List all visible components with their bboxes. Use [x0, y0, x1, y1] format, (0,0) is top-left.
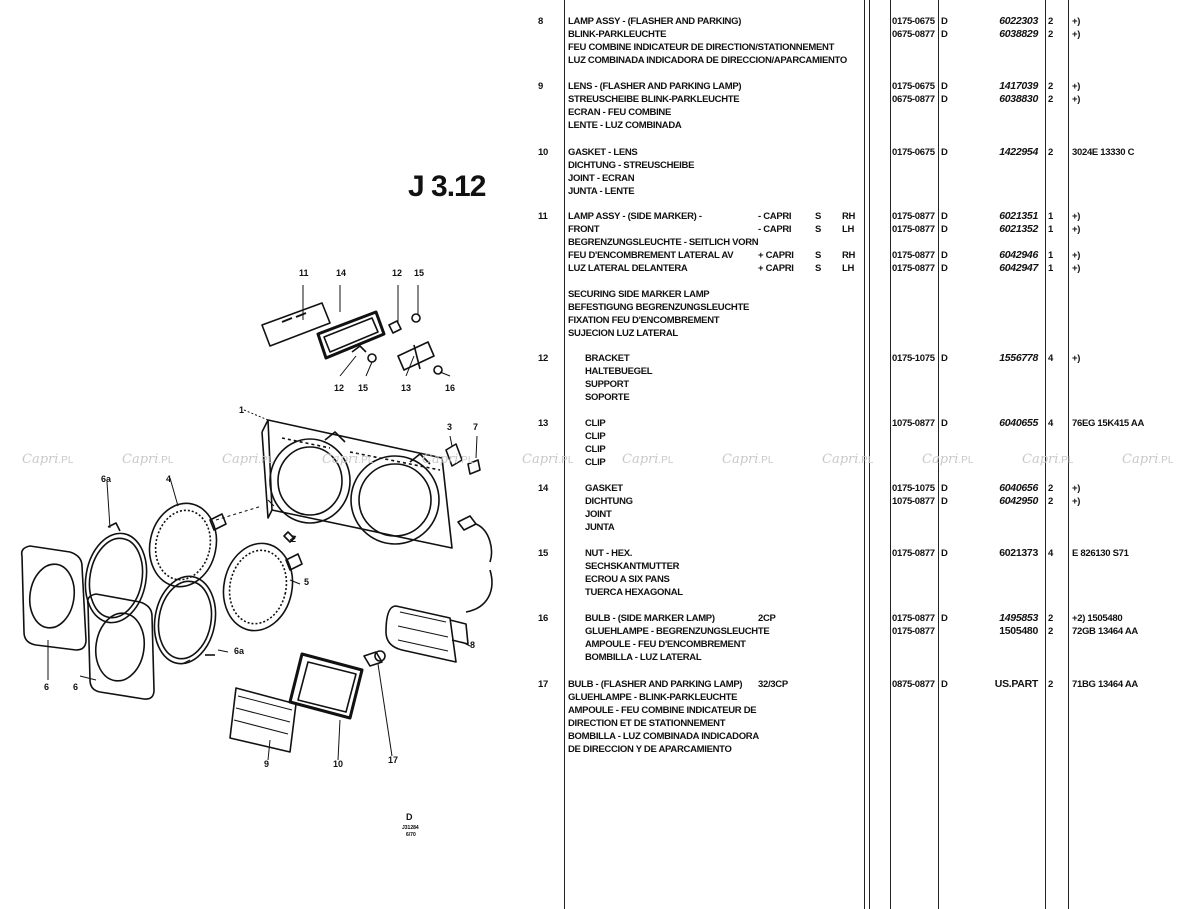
description-line: BLINK-PARKLEUCHTE	[568, 29, 667, 40]
column-rule	[864, 0, 865, 909]
description-line: DICHTUNG	[585, 496, 633, 507]
quantity-cell: 2	[1048, 496, 1053, 507]
description-line: GASKET	[585, 483, 623, 494]
description-line: GLUEHLAMPE - BEGRENZUNGSLEUCHTE	[585, 626, 770, 637]
description-line: TUERCA HEXAGONAL	[585, 587, 683, 598]
code-cell: D	[941, 263, 948, 274]
body-code-cell: S	[815, 211, 822, 222]
description-line: CLIP	[585, 418, 606, 429]
description-line: LUZ LATERAL DELANTERA	[568, 263, 688, 274]
item-number: 9	[538, 81, 543, 92]
code-cell: D	[941, 548, 948, 559]
section-code: J 3.12	[408, 170, 486, 203]
remarks-cell: 3024E 13330 C	[1072, 147, 1135, 158]
quantity-cell: 1	[1048, 224, 1053, 235]
item-number: 10	[538, 147, 548, 158]
model-cell: - CAPRI	[758, 224, 792, 235]
callout-6b: 6	[73, 682, 79, 692]
remarks-cell: E 826130 S71	[1072, 548, 1129, 559]
description-line: FRONT	[568, 224, 600, 235]
date-range-cell: 0175-1075	[892, 483, 935, 494]
quantity-cell: 2	[1048, 81, 1053, 92]
callout-6a: 6a	[101, 474, 112, 484]
quantity-cell: 2	[1048, 147, 1053, 158]
quantity-cell: 4	[1048, 548, 1053, 559]
watermark: Capri.PL	[122, 452, 174, 467]
code-cell: D	[941, 94, 948, 105]
code-cell: D	[941, 224, 948, 235]
description-line: CLIP	[585, 431, 606, 442]
code-cell: D	[941, 211, 948, 222]
model-cell: 32/3CP	[758, 679, 788, 690]
body-code-cell: S	[815, 250, 822, 261]
description-line: FIXATION FEU D'ENCOMBREMENT	[568, 315, 720, 326]
date-range-cell: 0675-0877	[892, 29, 935, 40]
description-line: DICHTUNG - STREUSCHEIBE	[568, 160, 695, 171]
leader-lines	[48, 478, 470, 680]
part-number-cell: 1495853	[999, 612, 1038, 624]
remarks-cell: +)	[1072, 81, 1081, 92]
code-cell: D	[941, 81, 948, 92]
column-rule	[564, 0, 565, 909]
callout-12: 12	[392, 268, 403, 278]
remarks-cell: 72GB 13464 AA	[1072, 626, 1138, 637]
quantity-cell: 4	[1048, 418, 1053, 429]
item-number: 17	[538, 679, 548, 690]
watermark: Capri.PL	[922, 452, 974, 467]
remarks-cell: +)	[1072, 353, 1081, 364]
quantity-cell: 2	[1048, 613, 1053, 624]
date-range-cell: 0175-0877	[892, 250, 935, 261]
watermark: Capri.PL	[622, 452, 674, 467]
description-line: SECHSKANTMUTTER	[585, 561, 680, 572]
part-number-cell: 1417039	[999, 80, 1038, 92]
side-cell: RH	[842, 211, 856, 222]
callout-15b: 15	[358, 383, 369, 393]
body-code-cell: S	[815, 224, 822, 235]
date-range-cell: 0175-0877	[892, 613, 935, 624]
footer-sub1: J31284	[402, 825, 419, 831]
model-cell: + CAPRI	[758, 250, 794, 261]
date-range-cell: 0175-0675	[892, 16, 935, 27]
description-line: BOMBILLA - LUZ COMBINADA INDICADORA	[568, 731, 759, 742]
description-line: BULB - (FLASHER AND PARKING LAMP)	[568, 679, 743, 690]
item-number: 11	[538, 211, 548, 222]
description-line: SUPPORT	[585, 379, 629, 390]
code-cell: D	[941, 613, 948, 624]
column-rule	[890, 0, 891, 909]
date-range-cell: 1075-0877	[892, 496, 935, 507]
part-number-cell: 1505480	[999, 625, 1038, 637]
quantity-cell: 2	[1048, 94, 1053, 105]
watermark: Capri.PL	[1022, 452, 1074, 467]
model-cell: + CAPRI	[758, 263, 794, 274]
part-number-cell: 6021373	[999, 547, 1038, 559]
lens-gasket-bulb-drawing	[230, 651, 392, 760]
remarks-cell: +2) 1505480	[1072, 613, 1123, 624]
remarks-cell: 71BG 13464 AA	[1072, 679, 1138, 690]
description-line: FEU COMBINE INDICATEUR DE DIRECTION/STATIONNEMENT	[568, 42, 835, 53]
part-number-cell: 1556778	[999, 352, 1038, 364]
remarks-cell: +)	[1072, 29, 1081, 40]
code-cell: D	[941, 496, 948, 507]
callout-17: 17	[388, 755, 399, 765]
date-range-cell: 0675-0877	[892, 94, 935, 105]
description-line: GASKET - LENS	[568, 147, 638, 158]
quantity-cell: 2	[1048, 679, 1053, 690]
description-line: JOINT - ECRAN	[568, 173, 635, 184]
remarks-cell: +)	[1072, 483, 1081, 494]
description-line: BEGRENZUNGSLEUCHTE - SEITLICH VORN	[568, 237, 759, 248]
description-line: JUNTA - LENTE	[568, 186, 635, 197]
callout-3: 3	[447, 422, 453, 432]
part-number-cell: 6042946	[999, 249, 1038, 261]
description-line: JOINT	[585, 509, 612, 520]
part-number-cell: 6038829	[999, 28, 1038, 40]
watermark: Capri.PL	[722, 452, 774, 467]
quantity-cell: 4	[1048, 353, 1053, 364]
description-line: STREUSCHEIBE BLINK-PARKLEUCHTE	[568, 94, 740, 105]
description-line: JUNTA	[585, 522, 615, 533]
callout-4: 4	[166, 474, 172, 484]
watermark: Capri.PL	[822, 452, 874, 467]
column-rule	[1068, 0, 1069, 909]
date-range-cell: 1075-0877	[892, 418, 935, 429]
description-line: CLIP	[585, 457, 606, 468]
date-range-cell: 0175-0877	[892, 224, 935, 235]
date-range-cell: 0175-0877	[892, 211, 935, 222]
watermark: Capri.PL	[322, 452, 374, 467]
watermark: Capri.PL	[422, 452, 474, 467]
description-line: SECURING SIDE MARKER LAMP	[568, 289, 710, 300]
description-line: HALTEBUEGEL	[585, 366, 653, 377]
footer-sub2: 6/70	[406, 832, 416, 838]
remarks-cell: +)	[1072, 250, 1081, 261]
quantity-cell: 1	[1048, 211, 1053, 222]
side-cell: LH	[842, 263, 855, 274]
callout-7: 7	[473, 422, 479, 432]
footer-code: D	[406, 812, 413, 822]
date-range-cell: 0175-0675	[892, 147, 935, 158]
description-line: LUZ COMBINADA INDICADORA DE DIRECCION/APARCAMIENTO	[568, 55, 847, 66]
callout-6a-b: 6a	[234, 646, 245, 656]
quantity-cell: 2	[1048, 16, 1053, 27]
description-line: CLIP	[585, 444, 606, 455]
watermark: Capri.PL	[1122, 452, 1174, 467]
description-line: AMPOULE - FEU COMBINE INDICATEUR DE	[568, 705, 757, 716]
item-number: 16	[538, 613, 548, 624]
date-range-cell: 0175-0877	[892, 626, 935, 637]
description-line: DIRECTION ET DE STATIONNEMENT	[568, 718, 726, 729]
clip-nut-drawing	[446, 436, 491, 562]
description-line: SOPORTE	[585, 392, 630, 403]
description-line: LAMP ASSY - (SIDE MARKER) -	[568, 211, 702, 222]
watermark: Capri.PL	[222, 452, 274, 467]
quantity-cell: 2	[1048, 483, 1053, 494]
callout-2: 2	[291, 534, 297, 544]
side-marker-lamp-drawing	[262, 285, 450, 376]
column-rule	[1045, 0, 1046, 909]
date-range-cell: 0175-1075	[892, 353, 935, 364]
item-number: 15	[538, 548, 548, 559]
part-number-cell: 6022303	[999, 15, 1038, 27]
code-cell: D	[941, 147, 948, 158]
part-number-cell: 6038830	[999, 93, 1038, 105]
body-code-cell: S	[815, 263, 822, 274]
column-rule	[869, 0, 870, 909]
item-number: 12	[538, 353, 548, 364]
model-cell: - CAPRI	[758, 211, 792, 222]
description-line: NUT - HEX.	[585, 548, 633, 559]
part-number-cell: 6040656	[999, 482, 1038, 494]
item-number: 13	[538, 418, 548, 429]
description-line: LENS - (FLASHER AND PARKING LAMP)	[568, 81, 742, 92]
callout-1: 1	[239, 405, 245, 415]
description-line: ECROU A SIX PANS	[585, 574, 670, 585]
quantity-cell: 1	[1048, 250, 1053, 261]
column-rule	[938, 0, 939, 909]
description-line: LAMP ASSY - (FLASHER AND PARKING)	[568, 16, 742, 27]
callout-6: 6	[44, 682, 50, 692]
flasher-lamp-drawing	[386, 570, 492, 662]
description-line: LENTE - LUZ COMBINADA	[568, 120, 682, 131]
description-line: ECRAN - FEU COMBINE	[568, 107, 672, 118]
part-number-cell: 6021352	[999, 223, 1038, 235]
description-line: BULB - (SIDE MARKER LAMP)	[585, 613, 715, 624]
watermark: Capri.PL	[22, 452, 74, 467]
side-cell: RH	[842, 250, 856, 261]
date-range-cell: 0875-0877	[892, 679, 935, 690]
side-cell: LH	[842, 224, 855, 235]
part-number-cell: 6042950	[999, 495, 1038, 507]
quantity-cell: 2	[1048, 626, 1053, 637]
remarks-cell: 76EG 15K415 AA	[1072, 418, 1145, 429]
description-line: BOMBILLA - LUZ LATERAL	[585, 652, 702, 663]
quantity-cell: 1	[1048, 263, 1053, 274]
code-cell: D	[941, 29, 948, 40]
description-line: BRACKET	[585, 353, 630, 364]
remarks-cell: +)	[1072, 94, 1081, 105]
callout-8: 8	[470, 640, 476, 650]
remarks-cell: +)	[1072, 224, 1081, 235]
item-number: 14	[538, 483, 548, 494]
callout-5: 5	[304, 577, 310, 587]
callout-13: 13	[401, 383, 412, 393]
code-cell: D	[941, 250, 948, 261]
remarks-cell: +)	[1072, 211, 1081, 222]
code-cell: D	[941, 16, 948, 27]
callout-9: 9	[264, 759, 270, 769]
description-line: DE DIRECCION Y DE APARCAMIENTO	[568, 744, 732, 755]
description-line: AMPOULE - FEU D'ENCOMBREMENT	[585, 639, 746, 650]
part-number-cell: 6021351	[999, 210, 1038, 222]
headlamp-housing-drawing	[244, 410, 452, 548]
remarks-cell: +)	[1072, 263, 1081, 274]
item-number: 8	[538, 16, 543, 27]
quantity-cell: 2	[1048, 29, 1053, 40]
description-line: GLUEHLAMPE - BLINK-PARKLEUCHTE	[568, 692, 738, 703]
part-number-cell: 6042947	[999, 262, 1038, 274]
remarks-cell: +)	[1072, 496, 1081, 507]
date-range-cell: 0175-0877	[892, 548, 935, 559]
callout-10: 10	[333, 759, 344, 769]
code-cell: D	[941, 679, 948, 690]
code-cell: D	[941, 418, 948, 429]
part-number-cell: US.PART	[994, 678, 1038, 690]
code-cell: D	[941, 353, 948, 364]
date-range-cell: 0175-0675	[892, 81, 935, 92]
callout-14: 14	[336, 268, 347, 278]
callout-16: 16	[445, 383, 456, 393]
description-line: FEU D'ENCOMBREMENT LATERAL AV	[568, 250, 734, 261]
date-range-cell: 0175-0877	[892, 263, 935, 274]
part-number-cell: 6040655	[999, 417, 1038, 429]
part-number-cell: 1422954	[999, 146, 1038, 158]
remarks-cell: +)	[1072, 16, 1081, 27]
model-cell: 2CP	[758, 613, 776, 624]
callout-12b: 12	[334, 383, 345, 393]
callout-labels	[44, 268, 478, 838]
callout-11: 11	[299, 268, 309, 278]
description-line: BEFESTIGUNG BEGRENZUNGSLEUCHTE	[568, 302, 750, 313]
callout-15: 15	[414, 268, 425, 278]
description-line: SUJECION LUZ LATERAL	[568, 328, 678, 339]
watermark: Capri.PL	[522, 452, 574, 467]
exploded-view-diagram	[0, 0, 540, 909]
code-cell: D	[941, 483, 948, 494]
